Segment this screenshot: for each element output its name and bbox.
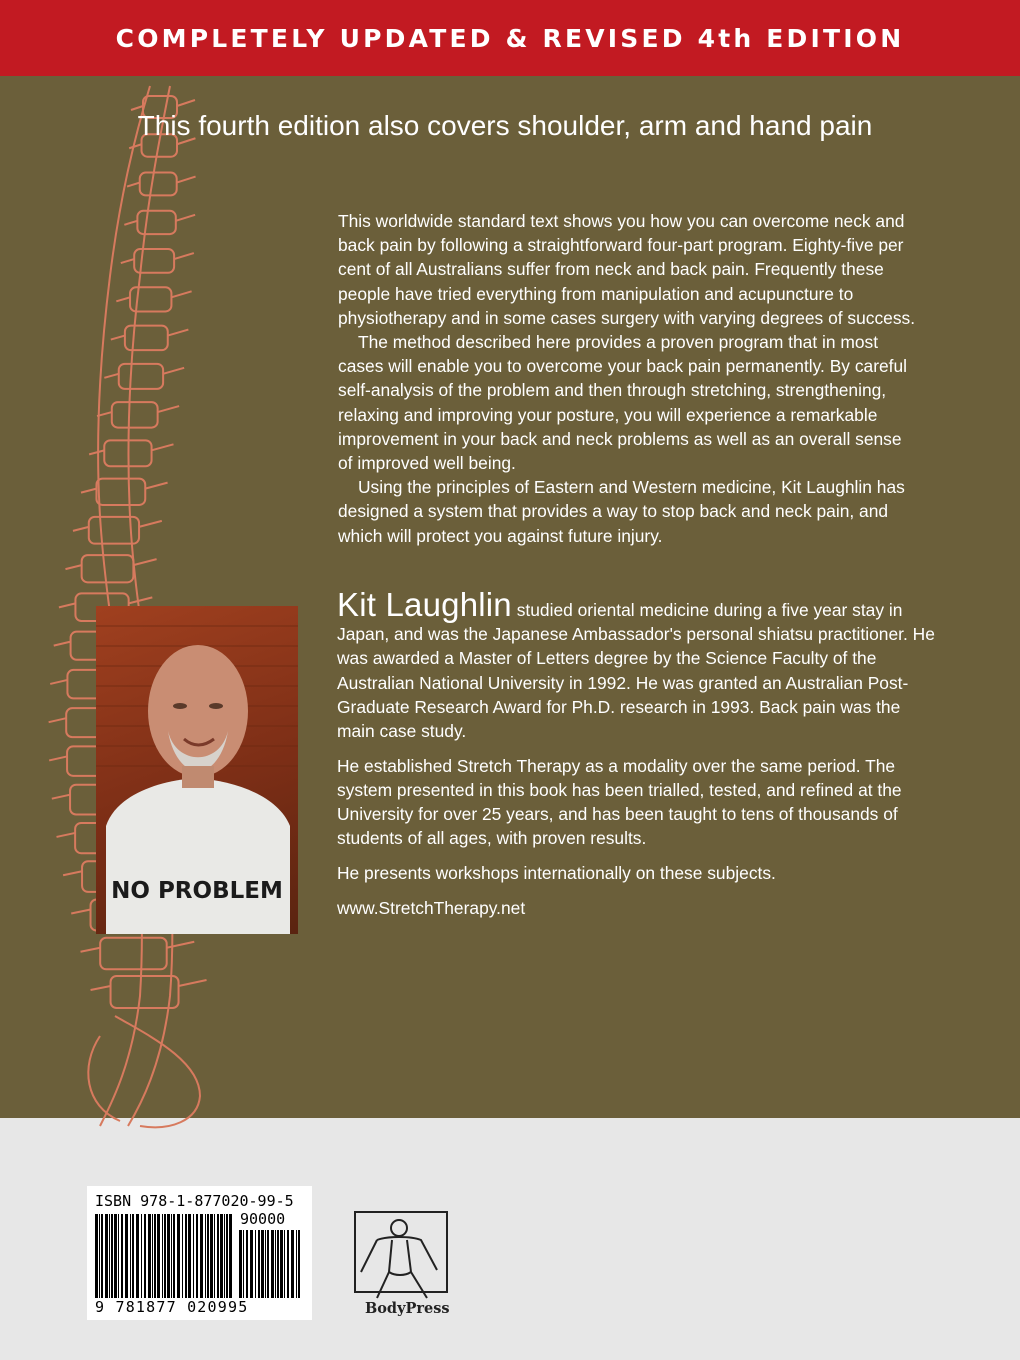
isbn-barcode [87,1186,312,1320]
description-paragraph: Using the principles of Eastern and Western medicine, Kit Laughlin has designed a system that provides a way to stop back and neck pain, and which will protect you against future injury. [338,477,905,546]
publisher-name: BodyPress [365,1300,450,1317]
description-paragraph: This worldwide standard text shows you how you can overcome neck and back pain by following a straightforward four-part program. Eighty-five per cent of all Australians suffer from neck and back pain. Frequently these people have tried everything from manipulation and acupuncture to physiotherapy and in some cases surgery with varying degrees of success. [338,211,916,328]
bio-paragraph: He presents workshops internationally on these subjects. [337,863,776,884]
photo-shirt-text: NO PROBLEM [111,878,283,904]
cover-subtitle: This fourth edition also covers shoulder, arm and hand pain [137,110,873,141]
book-description [338,209,918,548]
price-code: 90000 [240,1210,286,1228]
barcode-bars [95,1214,235,1300]
bio-intro-text: studied oriental medicine during a five year stay in Japan, and was the Japanese Ambassador's personal shiatsu practitioner. He was awarded a Master of Letters degree by the Science Faculty of the Australian National University in 1992. He was granted an Australian Post-Graduate Research Award for Ph.D. research in 1993. Back pain was the main case study. [337,600,935,742]
bio-paragraph: He established Stretch Therapy as a modality over the same period. The system presented in this book has been trialled, tested, and refined at the University for over 25 years, and has been taught to tens of thousands of students of all ages, with proven results. [337,755,902,849]
author-website: www.StretchTherapy.net [337,897,526,918]
author-photo [96,606,298,934]
edition-banner [0,0,1020,76]
author-name: Kit Laughlin [337,586,512,623]
isbn-label: ISBN 978-1-877020-99-5 [95,1192,294,1210]
barcode-number: 9 781877 020995 [95,1298,249,1316]
description-paragraph: The method described here provides a proven program that in most cases will enable you to overcome your back pain permanently. By careful self-analysis of the problem and then through stretching, strengthening, relaxing and improving your posture, you will experience a remarkable improvement in your back and neck problems as well as an overall sense of improved well being. [338,332,908,474]
edition-banner-text: COMPLETELY UPDATED & REVISED 4th EDITION [115,23,905,53]
price-code-bars [239,1230,303,1300]
author-bio [337,586,937,930]
bio-paragraph [337,586,937,743]
